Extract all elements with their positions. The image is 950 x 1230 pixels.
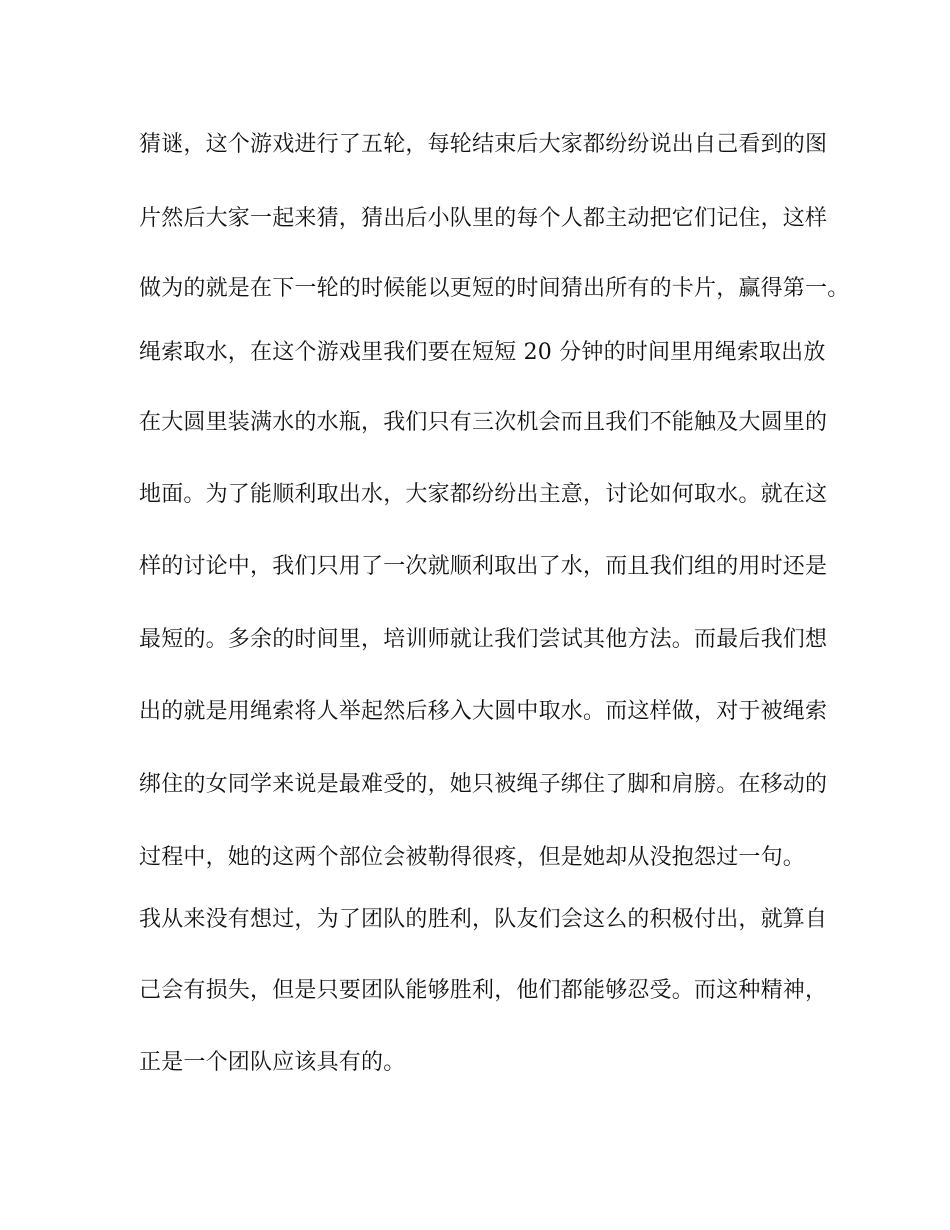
text-line: 正是一个团队应该具有的。: [139, 1050, 406, 1075]
text-line: 绳索取水，在这个游戏里我们要在短短 20 分钟的时间里用绳索取出放: [139, 340, 826, 365]
text-line: 地面。为了能顺利取出水，大家都纷纷出主意，讨论如何取水。就在这: [139, 482, 828, 507]
text-line: 过程中，她的这两个部位会被勒得很疼，但是她却从没抱怨过一句。: [139, 845, 806, 870]
text-line: 绑住的女同学来说是最难受的，她只被绳子绑住了脚和肩膀。在移动的: [139, 772, 828, 797]
text-line: 出的就是用绳索将人举起然后移入大圆中取水。而这样做，对于被绳索: [139, 699, 828, 724]
text-line: 片然后大家一起来猜，猜出后小队里的每个人都主动把它们记住，这样: [139, 206, 828, 231]
text-line: 最短的。多余的时间里，培训师就让我们尝试其他方法。而最后我们想: [139, 627, 828, 652]
text-line: 己会有损失，但是只要团队能够胜利，他们都能够忍受。而这种精神，: [139, 978, 828, 1003]
text-line: 样的讨论中，我们只用了一次就顺利取出了水，而且我们组的用时还是: [139, 554, 828, 579]
text-line: 做为的就是在下一轮的时候能以更短的时间猜出所有的卡片，赢得第一。: [139, 276, 850, 301]
text-line: 猜谜，这个游戏进行了五轮，每轮结束后大家都纷纷说出自己看到的图: [139, 132, 828, 157]
text-line: 在大圆里装满水的水瓶，我们只有三次机会而且我们不能触及大圆里的: [139, 410, 828, 435]
text-line: 我从来没有想过，为了团队的胜利，队友们会这么的积极付出，就算自: [139, 907, 828, 932]
